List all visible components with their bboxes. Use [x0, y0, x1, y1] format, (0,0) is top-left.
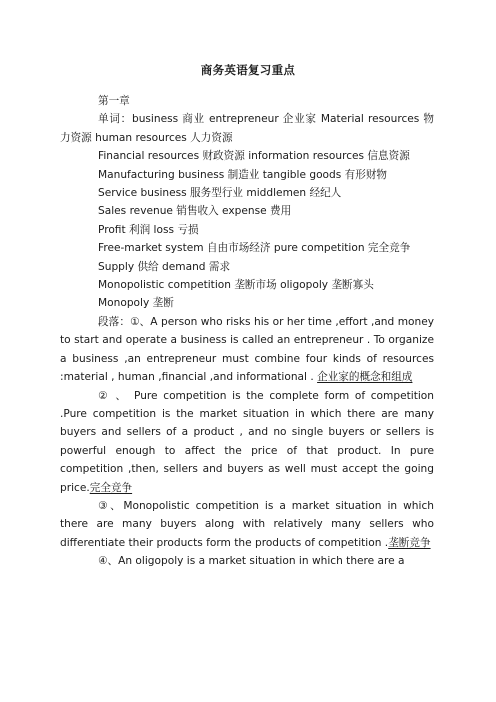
- paragraph-pure-competition: [60, 387, 434, 497]
- paragraph-text: 段落：①、A person who risks his or her time ,effort ,and money to start and operate a business is called an entrepreneur . To organize a business ,an entrepreneur must combine four kinds of resources :material , human ,financial ,and informational .: [60, 315, 434, 384]
- vocab-line: Free-market system 自由市场经济 pure competition 完全竞争: [98, 242, 411, 255]
- paragraph-text: ③、Monopolistic competition is a market situation in which there are many buyers along with relatively many sellers who differentiate their products form the products of competition .: [60, 499, 434, 549]
- document-body: [60, 92, 434, 571]
- paragraph-tag: 完全竞争: [89, 481, 133, 494]
- document-title: 商务英语复习重点: [200, 63, 296, 77]
- vocab-line: Supply 供给 demand 需求: [98, 260, 231, 273]
- vocab-line: Financial resources 财政资源 information resources 信息资源: [98, 150, 410, 163]
- vocab-line: Profit 利润 loss 亏损: [98, 223, 199, 236]
- vocab-line: Monopolistic competition 垄断市场 oligopoly 垄断寡头: [98, 279, 374, 292]
- paragraph-text: ④、An oligopoly is a market situation in which there are a: [98, 555, 405, 568]
- vocab-line: Service business 服务型行业 middlemen 经纪人: [98, 187, 342, 200]
- vocab-intro-line: 单词：business 商业 entrepreneur 企业家 Material resources 物力资源 human resources 人力资源: [60, 113, 434, 144]
- chapter-heading: 第一章: [98, 95, 130, 107]
- paragraph-tag: 企业家的概念和组成: [317, 371, 413, 384]
- paragraph-tag: 垄断竞争: [388, 536, 431, 549]
- vocab-line: Manufacturing business 制造业 tangible goods 有形财物: [98, 168, 388, 181]
- paragraph-text: ② 、 Pure competition is the complete form of competition .Pure competition is the market situation in which there are many buyers and sellers of a product , and no single buyers or sellers is powerful enough to affect the price of that product. In pure competition ,then, sellers and buyers as well must accept the going price.: [60, 389, 434, 494]
- paragraph-monopolistic-competition: [60, 497, 434, 552]
- paragraph-entrepreneur: [60, 313, 434, 387]
- vocab-line: Sales revenue 销售收入 expense 费用: [98, 205, 292, 218]
- vocab-line: Monopoly 垄断: [98, 297, 174, 310]
- paragraph-oligopoly: [60, 552, 434, 570]
